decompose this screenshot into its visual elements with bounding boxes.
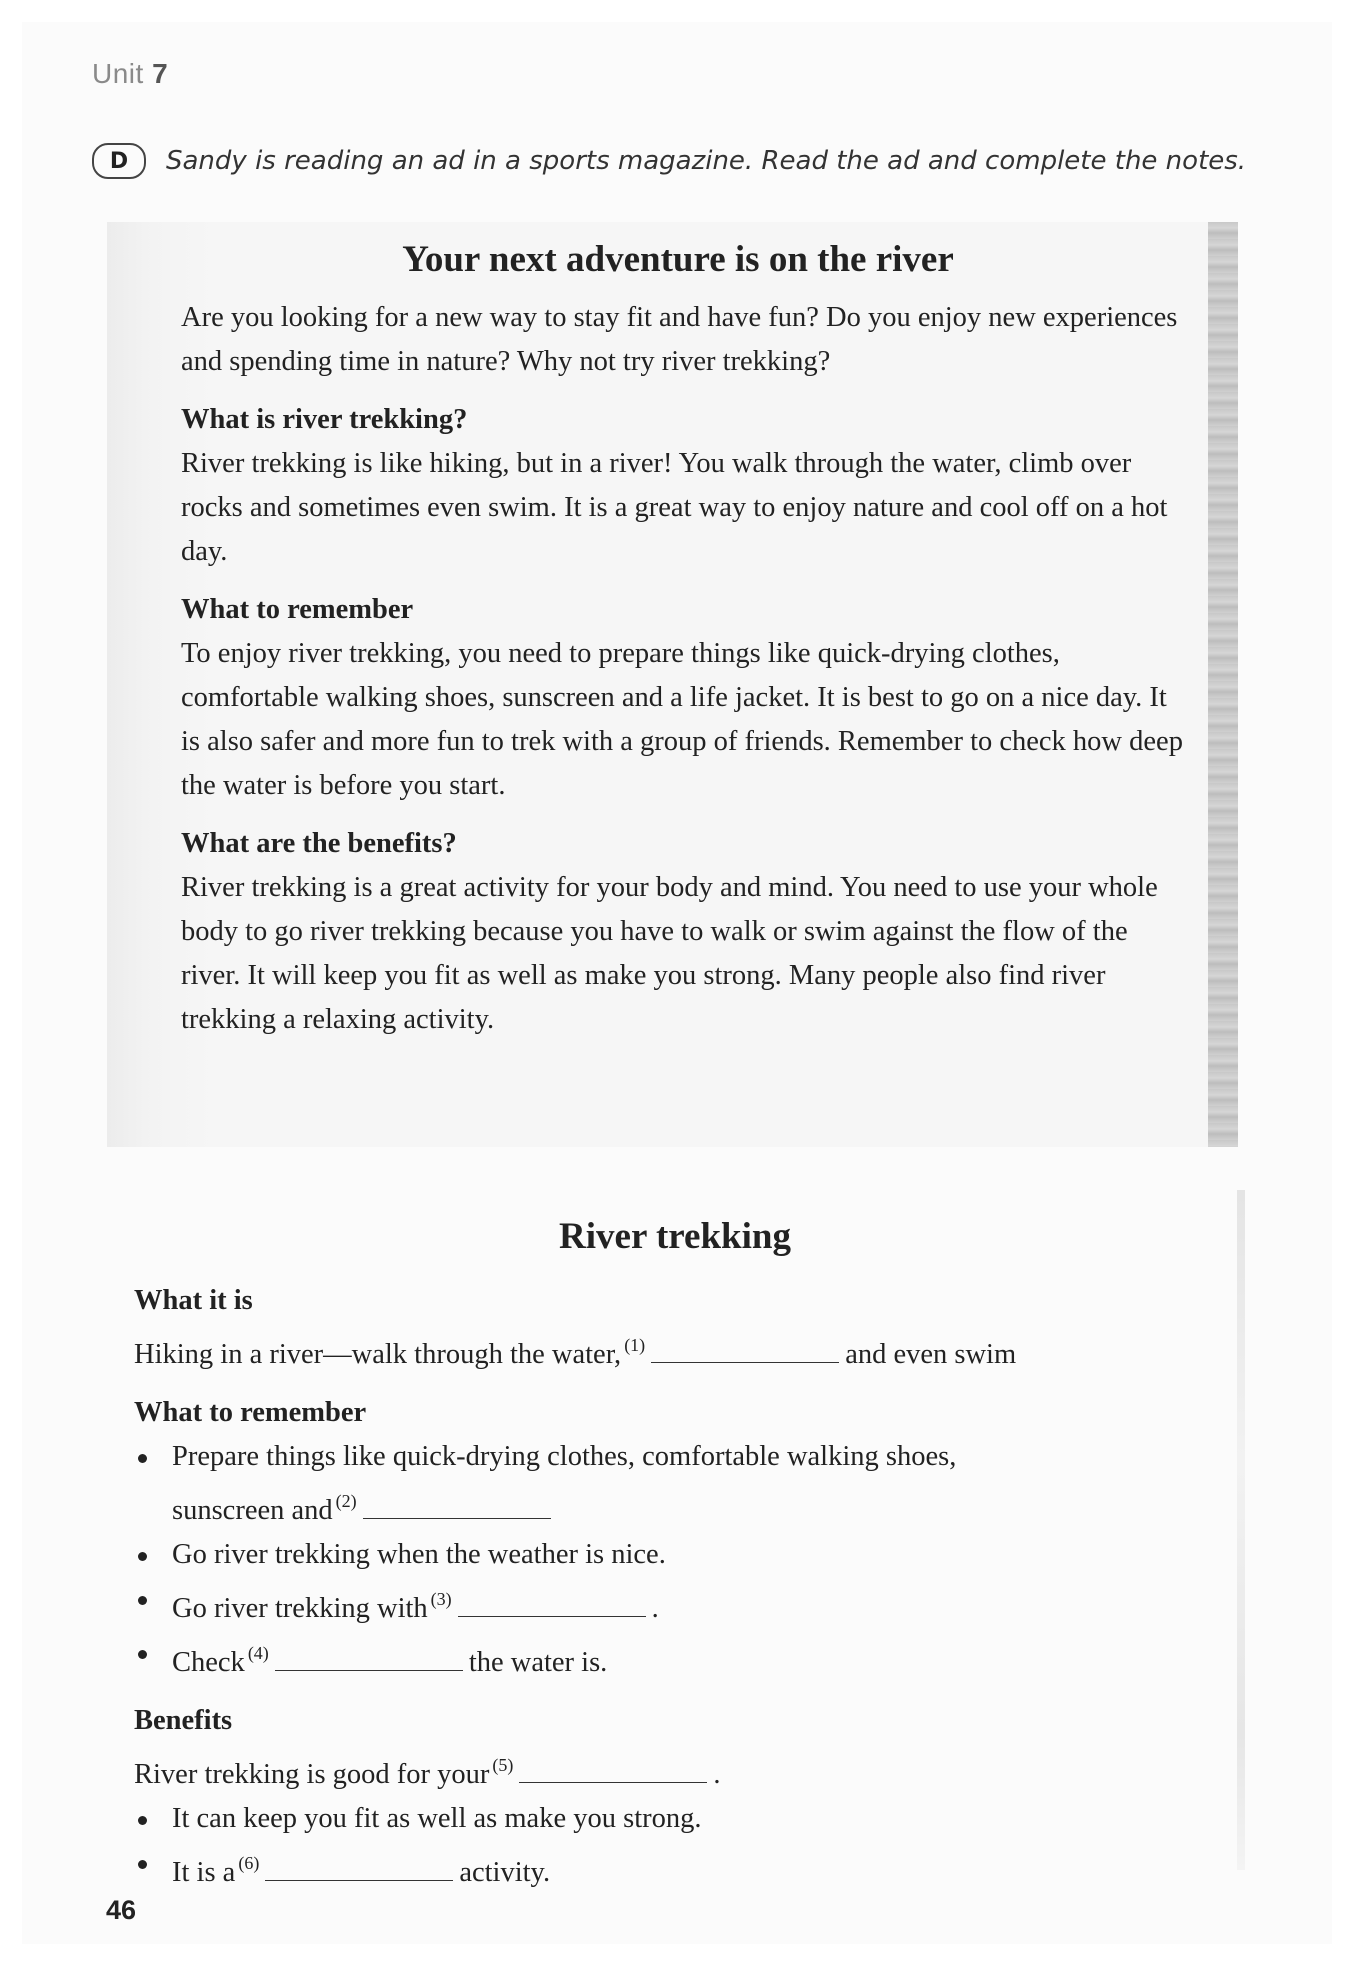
notes-text: and even swim — [845, 1339, 1017, 1370]
notes-bullet — [134, 1533, 1194, 1577]
notes-text: It can keep you fit as well as make you strong. — [172, 1803, 702, 1834]
ad-section-body: River trekking is a great activity for your body and mind. You need to use your whole body to go river trekking because you have to walk or swim against the flow of the river. It will keep you fit as well as make you strong. Many people also find river trekking a relaxing activity. — [181, 872, 1158, 1035]
notes-text: It is a — [172, 1857, 236, 1888]
exercise-instruction: Sandy is reading an ad in a sports magazine. Read the ad and complete the notes. — [166, 146, 1247, 176]
unit-number: 7 — [152, 58, 169, 89]
ad-section-heading: What are the benefits? — [181, 828, 457, 859]
notes-text: the water is. — [468, 1647, 608, 1678]
ad-section-body: River trekking is like hiking, but in a river! You walk through the water, climb over rocks and sometimes even swim. It is a great way to enjoy nature and cool off on a hot day. — [181, 448, 1168, 567]
answer-blank-5[interactable] — [519, 1756, 707, 1783]
notes-benefits — [134, 1699, 1194, 1895]
notes-what-to-remember — [134, 1391, 1194, 1685]
answer-blank-6[interactable] — [265, 1854, 453, 1881]
blank-number: (2) — [335, 1491, 357, 1511]
notes-line — [134, 1743, 1194, 1797]
notes-text: Prepare things like quick-drying clothes, comfortable walking shoes, — [172, 1441, 957, 1472]
notes-bullet — [134, 1797, 1194, 1841]
notes-what-it-is — [134, 1279, 1194, 1377]
ad-content — [181, 296, 1186, 1056]
blank-number: (5) — [492, 1755, 514, 1775]
notes-line — [134, 1323, 1194, 1377]
notes-text: activity. — [459, 1857, 551, 1888]
ad-section-heading: What is river trekking? — [181, 404, 468, 435]
answer-blank-3[interactable] — [458, 1590, 646, 1617]
unit-word: Unit — [92, 58, 144, 89]
notes-shadow-edge — [1237, 1190, 1245, 1870]
notes-content — [134, 1279, 1194, 1909]
exercise-letter-badge: D — [92, 143, 146, 179]
notes-bullet — [134, 1577, 1194, 1631]
notes-text: Go river trekking when the weather is nice. — [172, 1539, 666, 1570]
ad-title: Your next adventure is on the river — [402, 239, 954, 280]
notes-bullet — [134, 1435, 1194, 1533]
notes-bullet — [134, 1631, 1194, 1685]
answer-blank-1[interactable] — [651, 1336, 839, 1363]
notes-text: sunscreen and — [172, 1495, 333, 1526]
notes-heading: What to remember — [134, 1397, 367, 1428]
notes-text: Hiking in a river—walk through the water, — [134, 1339, 622, 1370]
blank-number: (3) — [430, 1589, 452, 1609]
notes-bullet — [134, 1841, 1194, 1895]
blank-number: (4) — [247, 1643, 269, 1663]
blank-number: (6) — [238, 1853, 260, 1873]
notes-title: River trekking — [559, 1216, 791, 1257]
answer-blank-4[interactable] — [275, 1644, 463, 1671]
ad-box-shadow-edge — [1208, 222, 1238, 1147]
exercise-instruction-row — [92, 143, 1246, 179]
notes-text: Check — [172, 1647, 245, 1678]
notes-heading: What it is — [134, 1285, 253, 1316]
notes-text: . — [651, 1593, 659, 1624]
notes-text: . — [713, 1759, 721, 1790]
page-number: 46 — [106, 1895, 137, 1925]
notes-text: River trekking is good for your — [134, 1759, 490, 1790]
notes-heading: Benefits — [134, 1705, 233, 1736]
ad-intro: Are you looking for a new way to stay fit and have fun? Do you enjoy new experiences and spending time in nature? Why not try river trekking? — [181, 302, 1178, 377]
answer-blank-2[interactable] — [363, 1492, 551, 1519]
notes-line — [172, 1479, 1194, 1533]
ad-section-body: To enjoy river trekking, you need to prepare things like quick-drying clothes, comfortable walking shoes, sunscreen and a life jacket. It is best to go on a nice day. It is also safer and more fun to trek with a group of friends. Remember to check how deep the water is before you start. — [181, 638, 1183, 801]
ad-section-heading: What to remember — [181, 594, 414, 625]
notes-text: Go river trekking with — [172, 1593, 428, 1624]
blank-number: (1) — [624, 1335, 646, 1355]
unit-label — [92, 58, 168, 90]
